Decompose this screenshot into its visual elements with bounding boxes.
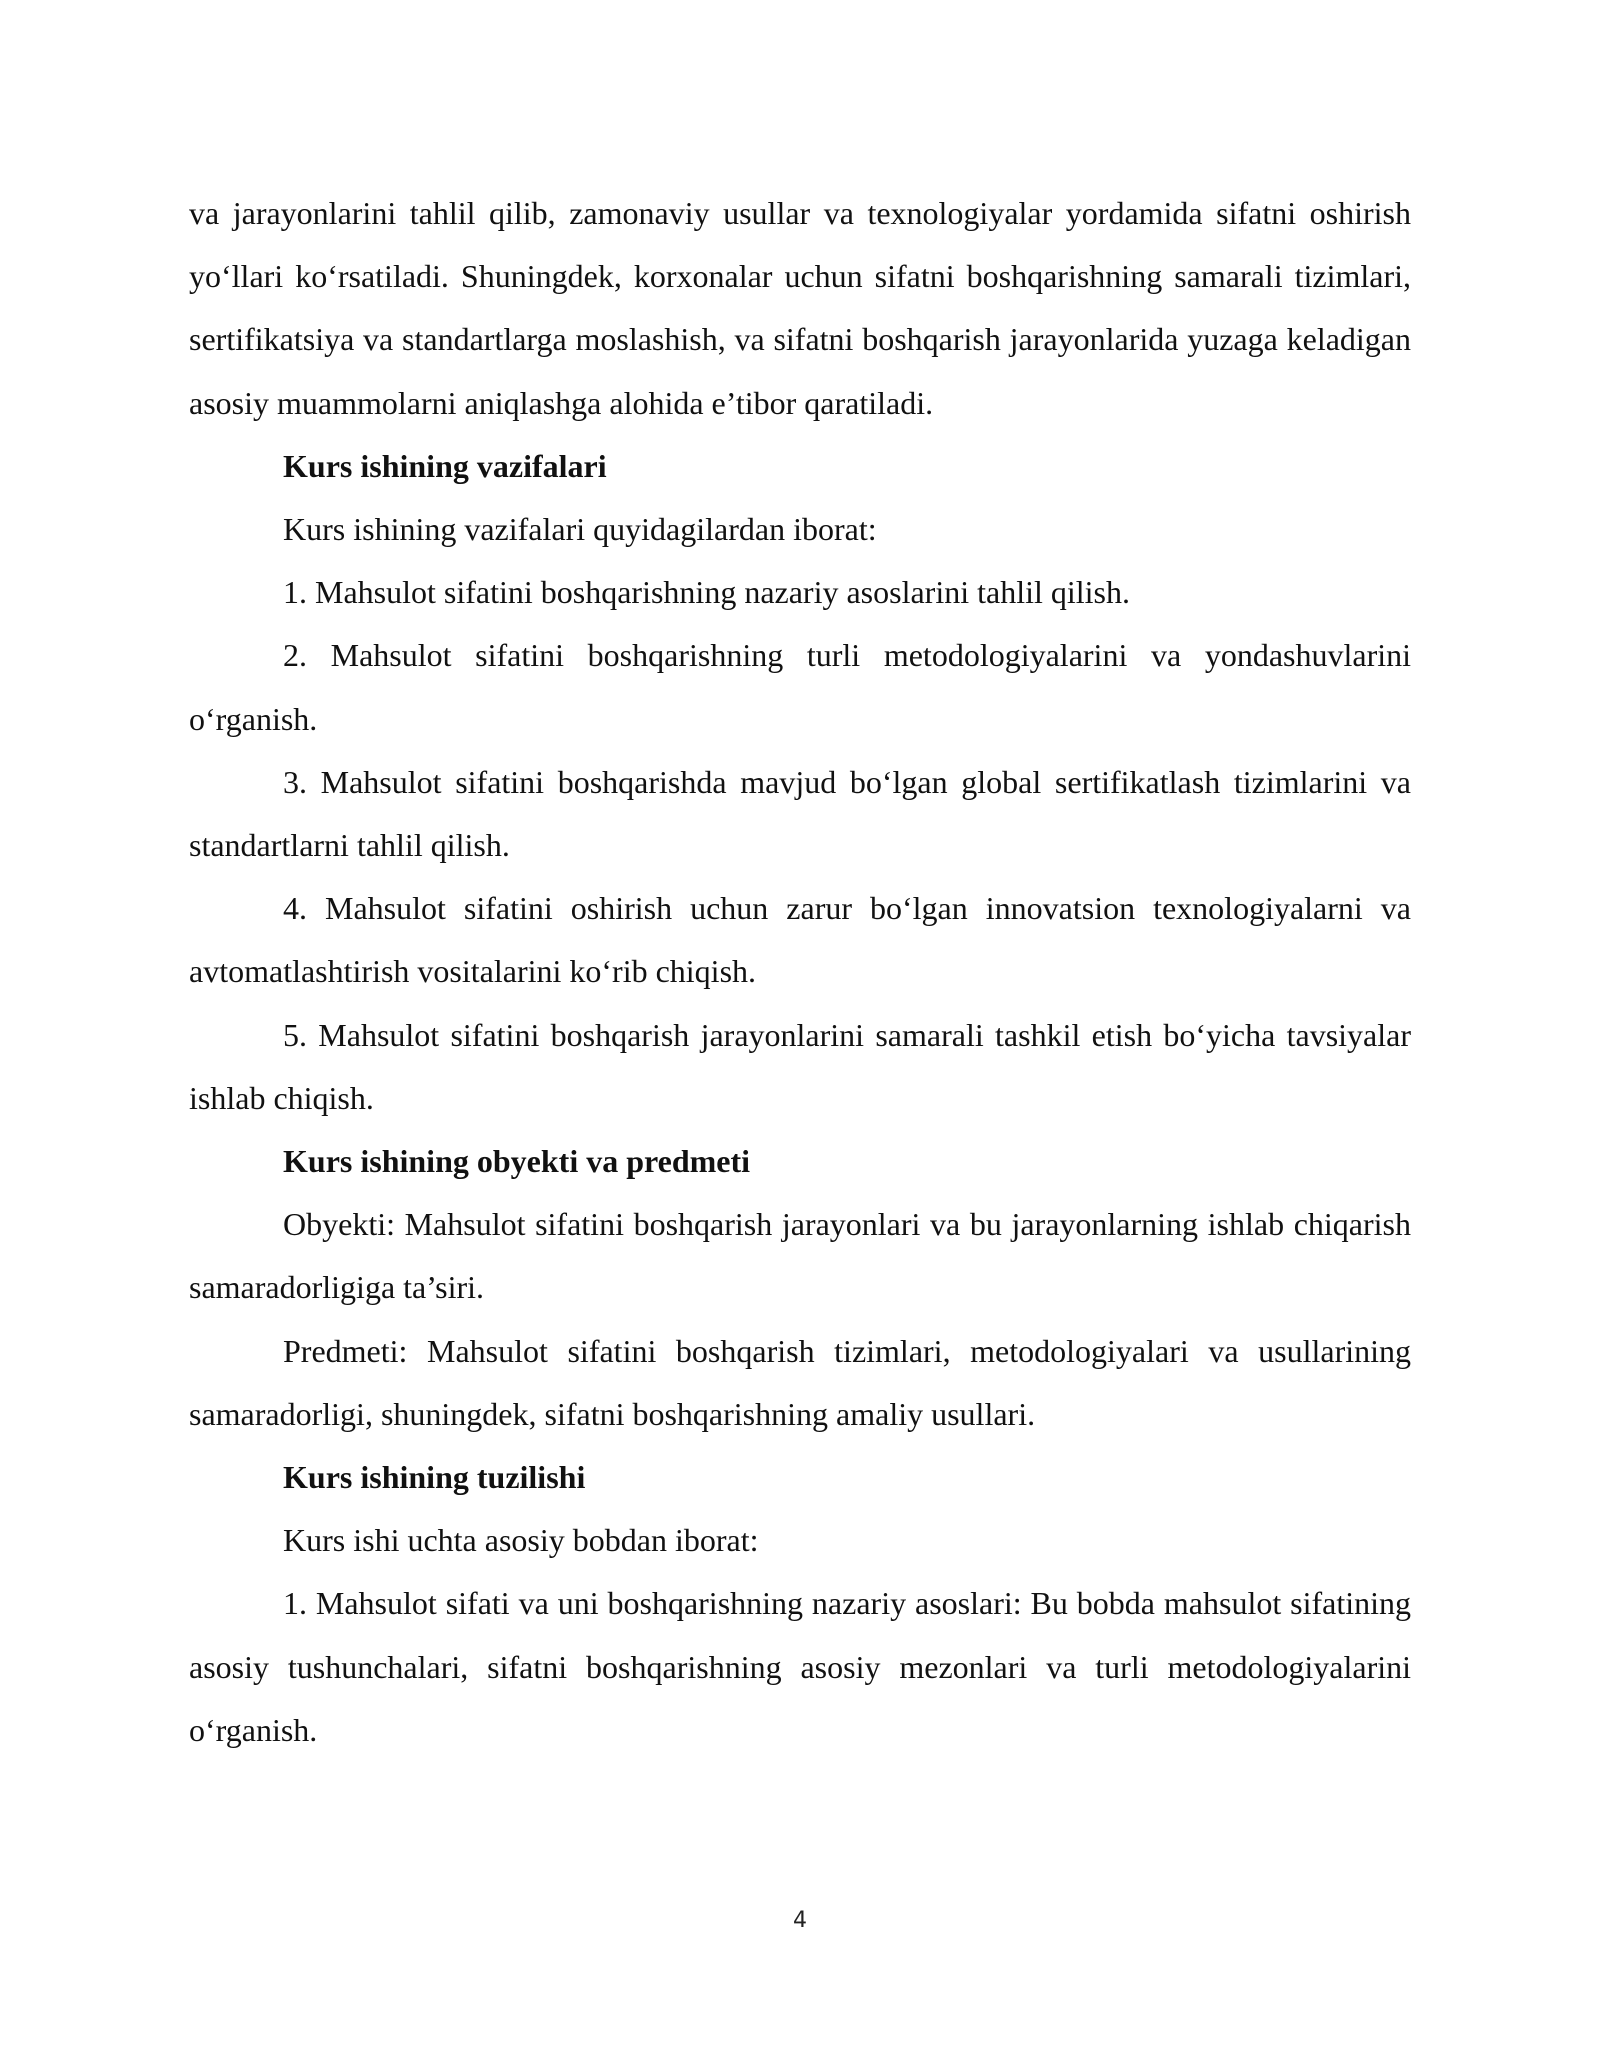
structure-item-1: 1. Mahsulot sifati va uni boshqarishning nazariy asoslari: Bu bobda mahsulot sifatining asosiy tushunchalari, sifatni boshqarishning asosiy mezonlari va turli metodologiyalarini o‘rganish. (189, 1585, 1411, 1748)
document-page (189, 182, 1411, 1762)
heading-tasks: Kurs ishining vazifalari (283, 447, 607, 484)
task-item-3: 3. Mahsulot sifatini boshqarishda mavjud bo‘lgan global sertifikatlash tizimlarini va standartlarni tahlil qilish. (189, 763, 1411, 864)
heading-object-subject: Kurs ishining obyekti va predmeti (283, 1143, 751, 1180)
paragraph-intro-continuation: va jarayonlarini tahlil qilib, zamonaviy usullar va texnologiyalar yordamida sifatni oshirish yo‘llari ko‘rsatiladi. Shuningdek, korxonalar uchun sifatni boshqarishning samarali tizimlari, sertifikatsiya va standartlarga moslashish, va sifatni boshqarish jarayonlarida yuzaga keladigan asosiy muammolarni aniqlashga alohida e’tibor qaratiladi. (189, 195, 1411, 421)
paragraph-tasks-intro: Kurs ishining vazifalari quyidagilardan iborat: (283, 511, 877, 548)
task-item-2: 2. Mahsulot sifatini boshqarishning turli metodologiyalarini va yondashuvlarini o‘rganish. (189, 637, 1411, 737)
task-item-4: 4. Mahsulot sifatini oshirish uchun zarur bo‘lgan innovatsion texnologiyalarni va avtomatlashtirish vositalarini ko‘rib chiqish. (189, 890, 1411, 990)
paragraph-object: Obyekti: Mahsulot sifatini boshqarish jarayonlari va bu jarayonlarning ishlab chiqarish samaradorligiga ta’siri. (189, 1206, 1411, 1306)
paragraph-structure-intro: Kurs ishi uchta asosiy bobdan iborat: (283, 1522, 759, 1559)
paragraph-subject: Predmeti: Mahsulot sifatini boshqarish tizimlari, metodologiyalari va usullarining samaradorligi, shuningdek, sifatni boshqarishning amaliy usullari. (189, 1332, 1411, 1432)
heading-structure: Kurs ishining tuzilishi (283, 1459, 586, 1496)
task-item-1: 1. Mahsulot sifatini boshqarishning nazariy asoslarini tahlil qilish. (283, 574, 1130, 611)
page-number: 4 (793, 1908, 807, 1933)
task-item-5: 5. Mahsulot sifatini boshqarish jarayonlarini samarali tashkil etish bo‘yicha tavsiyalar ishlab chiqish. (189, 1016, 1411, 1116)
